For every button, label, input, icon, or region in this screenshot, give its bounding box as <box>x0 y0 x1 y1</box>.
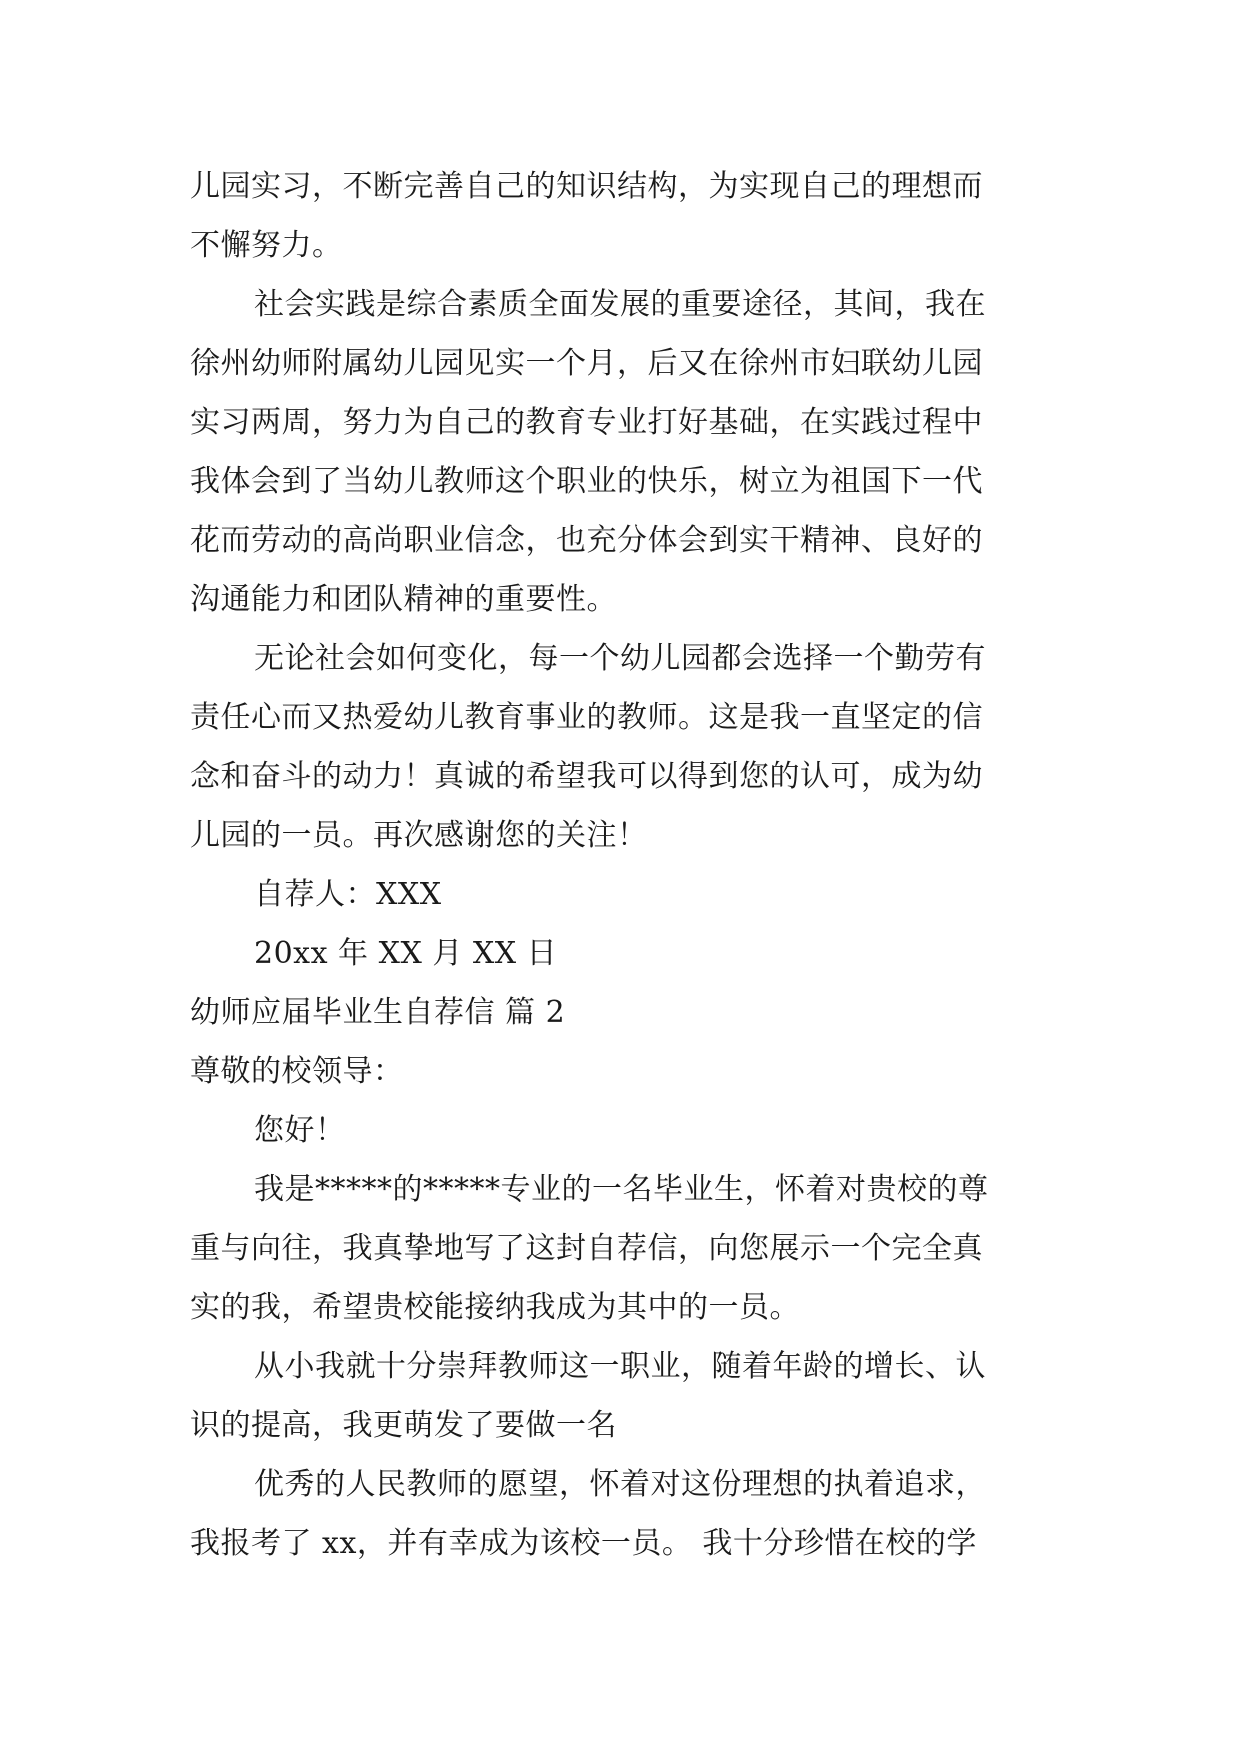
text-line: 幼师应届毕业生自荐信 篇 2 <box>190 995 566 1030</box>
text-line: 我报考了 xx，并有幸成为该校一员。 我十分珍惜在校的学 <box>190 1526 977 1561</box>
text-line: 花而劳动的高尚职业信念，也充分体会到实干精神、良好的 <box>190 523 983 558</box>
text-line: 优秀的人民教师的愿望，怀着对这份理想的执着追求， <box>254 1467 986 1502</box>
text-line: 儿园实习，不断完善自己的知识结构，为实现自己的理想而 <box>190 169 983 204</box>
text-line: 尊敬的校领导： <box>190 1054 404 1089</box>
text-line: 不懈努力。 <box>190 228 343 263</box>
text-line: 徐州幼师附属幼儿园见实一个月，后又在徐州市妇联幼儿园 <box>190 346 983 381</box>
text-line: 沟通能力和团队精神的重要性。 <box>190 582 617 617</box>
text-line: 实的我，希望贵校能接纳我成为其中的一员。 <box>190 1290 800 1325</box>
text-line: 儿园的一员。再次感谢您的关注！ <box>190 818 648 853</box>
text-line: 社会实践是综合素质全面发展的重要途径，其间，我在 <box>254 287 986 322</box>
text-line: 我是*****的*****专业的一名毕业生，怀着对贵校的尊 <box>254 1172 989 1207</box>
text-line: 重与向往，我真挚地写了这封自荐信，向您展示一个完全真 <box>190 1231 983 1266</box>
text-line: 从小我就十分崇拜教师这一职业，随着年龄的增长、认 <box>254 1349 986 1384</box>
text-line: 责任心而又热爱幼儿教育事业的教师。这是我一直坚定的信 <box>190 700 983 735</box>
text-line: 20xx 年 XX 月 XX 日 <box>254 936 558 971</box>
document-body <box>190 157 1050 1573</box>
text-line: 我体会到了当幼儿教师这个职业的快乐，树立为祖国下一代 <box>190 464 983 499</box>
text-line: 自荐人：XXX <box>254 877 442 912</box>
text-line: 念和奋斗的动力！真诚的希望我可以得到您的认可，成为幼 <box>190 759 983 794</box>
text-line: 无论社会如何变化，每一个幼儿园都会选择一个勤劳有 <box>254 641 986 676</box>
text-line: 您好！ <box>254 1113 346 1148</box>
text-line: 识的提高，我更萌发了要做一名 <box>190 1408 617 1443</box>
text-line: 实习两周，努力为自己的教育专业打好基础，在实践过程中 <box>190 405 983 440</box>
